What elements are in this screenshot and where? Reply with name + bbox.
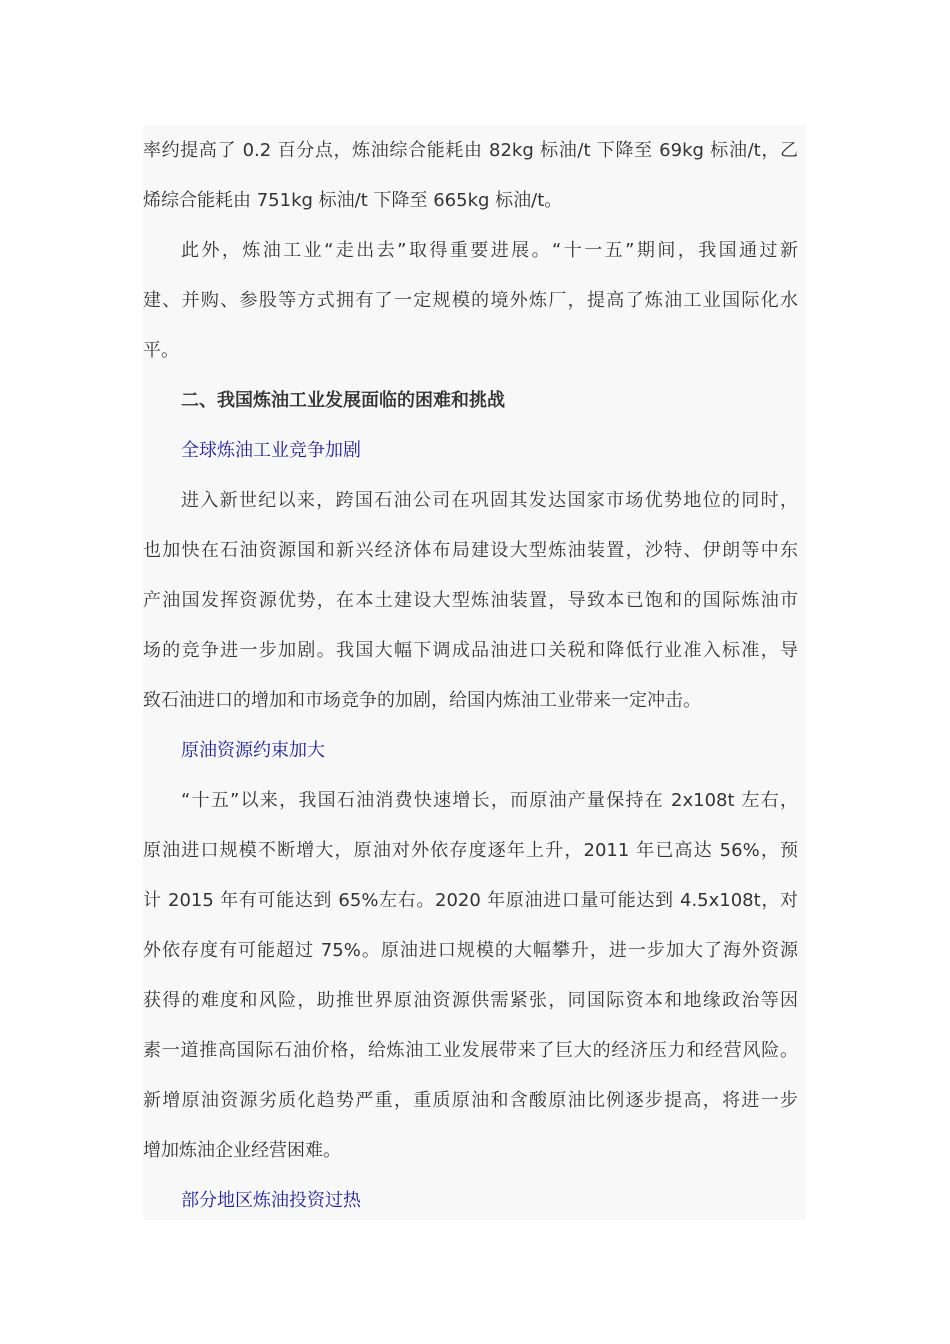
text-line: 新增原油资源劣质化趋势严重，重质原油和含酸原油比例逐步提高，将进一步	[143, 1090, 798, 1111]
text-line: 产油国发挥资源优势，在本土建设大型炼油装置，导致本已饱和的国际炼油市	[143, 590, 798, 611]
text-line: 此外，炼油工业“走出去”取得重要进展。“十一五”期间，我国通过新	[181, 240, 798, 261]
text-line: “十五”以来，我国石油消费快速增长，而原油产量保持在 2x108t 左右，	[181, 790, 798, 811]
text-line: 外依存度有可能超过 75%。原油进口规模的大幅攀升，进一步加大了海外资源	[143, 940, 798, 961]
text-line: 平。	[143, 340, 179, 361]
text-line: 场的竞争进一步加剧。我国大幅下调成品油进口关税和降低行业准入标准，导	[143, 640, 798, 661]
text-line: 致石油进口的增加和市场竞争的加剧，给国内炼油工业带来一定冲击。	[143, 690, 701, 711]
text-line: 获得的难度和风险，助推世界原油资源供需紧张，同国际资本和地缘政治等因	[143, 990, 798, 1011]
text-line: 素一道推高国际石油价格，给炼油工业发展带来了巨大的经济压力和经营风险。	[143, 1040, 798, 1061]
sub-heading: 原油资源约束加大	[181, 740, 325, 761]
text-line: 增加炼油企业经营困难。	[143, 1140, 341, 1161]
text-line: 建、并购、参股等方式拥有了一定规模的境外炼厂，提高了炼油工业国际化水	[143, 290, 798, 311]
sub-heading: 全球炼油工业竞争加剧	[181, 440, 361, 461]
sub-heading: 部分地区炼油投资过热	[181, 1190, 361, 1211]
text-line: 进入新世纪以来，跨国石油公司在巩固其发达国家市场优势地位的同时，	[181, 490, 798, 511]
text-line: 率约提高了 0.2 百分点，炼油综合能耗由 82kg 标油/t 下降至 69kg 标油/t，乙	[143, 140, 798, 161]
text-line: 原油进口规模不断增大，原油对外依存度逐年上升，2011 年已高达 56%，预	[143, 840, 798, 861]
text-line: 也加快在石油资源国和新兴经济体布局建设大型炼油装置，沙特、伊朗等中东	[143, 540, 798, 561]
document-page	[143, 125, 806, 1220]
text-line: 计 2015 年有可能达到 65%左右。2020 年原油进口量可能达到 4.5x108t，对	[143, 890, 798, 911]
section-heading: 二、我国炼油工业发展面临的困难和挑战	[181, 390, 505, 411]
text-line: 烯综合能耗由 751kg 标油/t 下降至 665kg 标油/t。	[143, 190, 563, 211]
